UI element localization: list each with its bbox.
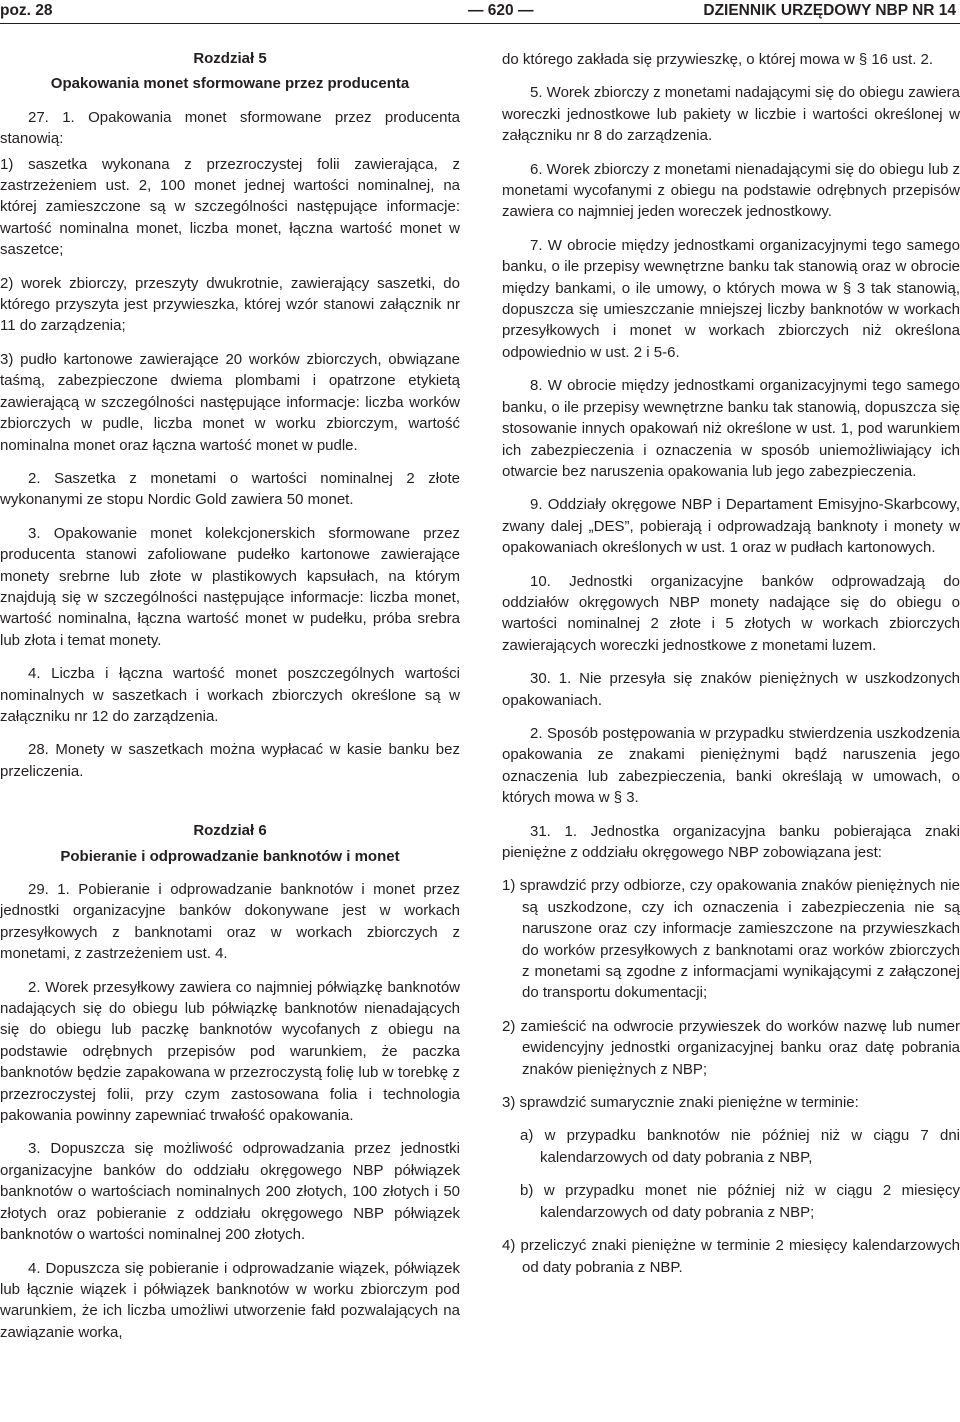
paragraph-31-1-item-3b: b) w przypadku monet nie później niż w ciągu 2 miesięcy kalendarzowych od daty pobrania z NBP; [520,1182,960,1221]
page-number: — 620 — [468,2,534,19]
paragraph-29-4-continued: do którego zakłada się przywieszkę, o której mowa w § 16 ust. 2. [502,51,934,68]
paragraph-28: 28. Monety w saszetkach można wypłacać w kasie banku bez przeliczenia. [0,741,460,780]
paragraph-31-1-item-4: 4) przeliczyć znaki pieniężne w terminie 2 miesięcy kalendarzowych od daty pobrania z NBP. [502,1237,960,1276]
paragraph-31-1-item-3: 3) sprawdzić sumarycznie znaki pieniężne w terminie: [502,1094,859,1112]
chapter-5-subtitle: Opakowania monet sformowane przez producenta [50,75,410,93]
paragraph-27-1-item-1: 1) saszetka wykonana z przezroczystej folii zawierająca, z zastrzeżeniem ust. 2, 100 monet jednej wartości nominalnej, na której zamieszczone są w szczególności następujące informacje: wartość nominalna monet, liczba monet, łączna wartość monet w saszetce; [0,155,460,259]
paragraph-31-1: 31. 1. Jednostka organizacyjna banku pobierająca znaki pieniężne z oddziału okręgowego NBP zobowiązana jest: [502,822,960,861]
paragraph-27-2: 2. Saszetka z monetami o wartości nominalnej 2 złote wykonanymi ze stopu Nordic Gold zawiera 50 monet. [0,469,460,509]
paragraph-29-5: 5. Worek zbiorczy z monetami nadającymi się do obiegu zawiera woreczki jednostkowe lub pakiety w liczbie i wartości określonej w załączniku nr 8 do zarządzenia. [502,84,960,145]
paragraph-31-1-item-1: 1) sprawdzić przy odbiorze, czy opakowania znaków pieniężnych nie są uszkodzone, czy ich oznaczenia i zabezpieczenia nie są naruszone oraz czy informacje zamieszczone na przywieszkach do worków przesyłkowych z banknotami oraz worków zbiorczych z monetami są zgodne z informacjami wynikającymi z załączonej do transportu dokumentacji; [502,877,960,1002]
paragraph-27-4: 4. Liczba i łączna wartość monet poszczególnych wartości nominalnych w saszetkach i workach zbiorczych określone są w załączniku nr 12 do zarządzenia. [0,665,460,725]
paragraph-29-7: 7. W obrocie między jednostkami organizacyjnymi tego samego banku, o ile przepisy wewnętrzne banku tak stanowią oraz w obrocie między bankami, o ile umowy, o których mowa w § 3 tak stanowią, dopuszcza się umieszczanie mniejszej liczby banknotów w workach przesyłkowych i monet w workach zbiorczych niż określona odpowiednio w ust. 2 i 5-6. [502,236,960,361]
page-header [0,2,960,24]
chapter-6-title: Rozdział 6 [193,822,267,840]
paragraph-31-1-item-3a: a) w przypadku banknotów nie później niż w ciągu 7 dni kalendarzowych od daty pobrania z NBP, [520,1127,960,1166]
paragraph-29-9: 9. Oddziały okręgowe NBP i Departament Emisyjno-Skarbcowy, zwany dalej „DES”, pobierają i odprowadzają banknoty i monety w opakowaniach określonych w ust. 1 oraz w pudłach kartonowych. [502,496,960,557]
paragraph-27-3: 3. Opakowanie monet kolekcjonerskich sformowane przez producenta stanowi zafoliowane pudełko kartonowe zawierające monety srebrne lub złote w plastikowych kapsułach, na którym znajdują się w szczególności następujące informacje: liczba monet, wartość nominalna, łączna wartość monet w pudełku, próba srebra lub złota i temat monety. [0,524,460,649]
left-column [0,48,460,1343]
right-column [502,49,960,1278]
paragraph-29-4: 4. Dopuszcza się pobieranie i odprowadzanie wiązek, półwiązek lub łącznie wiązek i półwiązek banknotów w worku zbiorczym pod warunkiem, że ich liczba umożliwi utworzenie fałd pozwalających na zawiązanie worka, [0,1259,460,1341]
paragraph-27-1-item-2: 2) worek zbiorczy, przeszyty dwukrotnie, zawierający saszetki, do którego przyszyta jest przywieszka, której wzór stanowi załącznik nr 11 do zarządzenia; [0,274,460,335]
paragraph-29-1: 29. 1. Pobieranie i odprowadzanie banknotów i monet przez jednostki organizacyjne banków dokonywane jest w workach przesyłkowych z banknotami oraz w workach zbiorczych z monetami, z zastrzeżeniem ust. 4. [0,881,460,963]
paragraph-30-1: 30. 1. Nie przesyła się znaków pieniężnych w uszkodzonych opakowaniach. [502,670,960,709]
page-position: poz. 28 [0,2,53,19]
paragraph-29-2: 2. Worek przesyłkowy zawiera co najmniej półwiązkę banknotów nadających się do obiegu lub półwiązkę banknotów nienadających się do obiegu lub paczkę banknotów wycofanych z obiegu na podstawie odrębnych przepisów pod warunkiem, że paczka banknotów będzie zapakowana w przezroczystą folię lub w torebkę z przezroczystej folii, przy czym zastosowana folia i technologia pakowania powinny zapewniać trwałość opakowania. [0,978,460,1125]
paragraph-27-1: 27. 1. Opakowania monet sformowane przez producenta stanowią: [0,108,460,148]
journal-title: DZIENNIK URZĘDOWY NBP NR 14 [703,2,956,19]
paragraph-29-8: 8. W obrocie między jednostkami organizacyjnymi tego samego banku, o ile przepisy wewnętrzne banku tak stanowią, dopuszcza się stosowanie innych opakowań niż określone w ust. 1, pod warunkiem ich zabezpieczenia i oznaczenia w sposób uniemożliwiający ich otwarcie bez naruszenia opakowania lub jego zabezpieczenia. [502,377,960,480]
section-spacer [0,794,460,820]
chapter-5-title: Rozdział 5 [193,50,267,67]
paragraph-29-10: 10. Jednostki organizacyjne banków odprowadzają do oddziałów okręgowych NBP monety nadające się do obiegu o wartości nominalnej 2 złote i 5 złotych w workach zbiorczych zawierających woreczki jednostkowe z monetami luzem. [502,572,960,654]
paragraph-27-1-item-3: 3) pudło kartonowe zawierające 20 worków zbiorczych, obwiązane taśmą, zabezpieczone dwiema plombami i opatrzone etykietą zawierającą w szczególności następujące informacje: liczba worków zbiorczych w pudle, liczba monet w worku zbiorczym, wartość nominalna monet oraz łączna wartość monet w pudle. [0,350,460,454]
paragraph-30-2: 2. Sposób postępowania w przypadku stwierdzenia uszkodzenia opakowania ze znakami pieniężnymi bądź naruszenia jego oznaczenia lub zabezpieczenia, banki określają w umowach, o których mowa w § 3. [502,724,960,807]
paragraph-29-3: 3. Dopuszcza się możliwość odprowadzania przez jednostki organizacyjne banków do oddziału okręgowego NBP półwiązek banknotów o wartościach nominalnych 200 złotych, 100 złotych i 50 złotych oraz pobieranie z oddziału okręgowego NBP półwiązek banknotów o wartości nominalnej 200 złotych. [0,1140,460,1244]
header-rule [0,23,960,24]
chapter-6-subtitle: Pobieranie i odprowadzanie banknotów i monet [60,847,400,865]
paragraph-29-6: 6. Worek zbiorczy z monetami nienadającymi się do obiegu lub z monetami wycofanymi z obiegu na podstawie odrębnych przepisów zawiera co najmniej jeden woreczek jednostkowy. [502,160,960,221]
paragraph-31-1-item-2: 2) zamieścić na odwrocie przywieszek do worków nazwę lub numer ewidencyjny jednostki organizacyjnej banku oraz datę pobrania znaków pieniężnych z NBP; [502,1017,960,1078]
